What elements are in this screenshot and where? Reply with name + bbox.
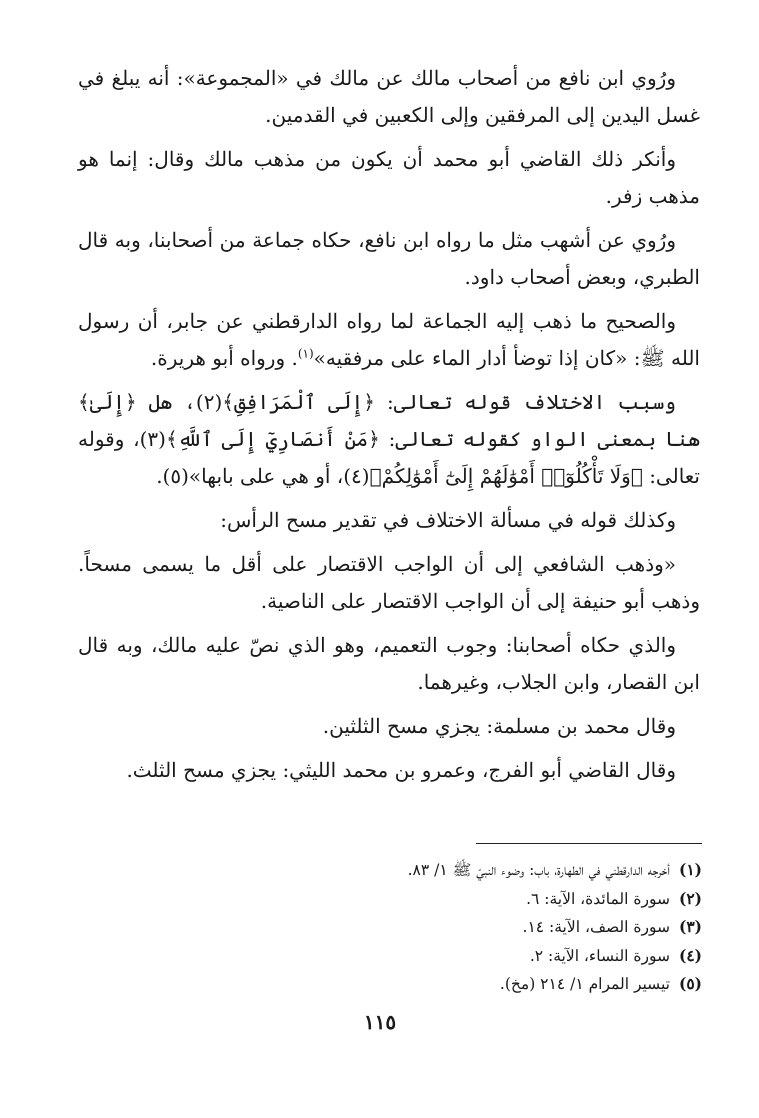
footnote-text: تيسير المرام ١/ ٢١٤ (مخ). (499, 975, 670, 993)
footnote (240, 913, 702, 942)
footnote-number: (٢) (678, 888, 702, 908)
paragraph: وأنكر ذلك القاضي أبو محمد أن يكون من مذهب مالك وقال: إنما هو مذهب زفر. (78, 147, 700, 208)
paragraph: والذي حكاه أصحابنا: وجوب التعميم، وهو الذي نصّ عليه مالك، وبه قال ابن القصار، وابن الجلاب، وغيرهما. (78, 633, 700, 694)
footnote-text: سورة الصف، الآية: ١٤. (522, 918, 670, 936)
footnote-number: (١) (678, 860, 702, 879)
page-number: ١١٥ (363, 1010, 397, 1034)
footnotes (240, 856, 702, 999)
footnote (240, 970, 702, 999)
footnote (240, 885, 702, 914)
footnote-text: سورة النساء، الآية: ٢. (529, 946, 670, 965)
paragraph: ورُوي عن أشهب مثل ما رواه ابن نافع، حكاه جماعة من أصحابنا، وبه قال الطبري، وبعض أصحاب داود. (78, 228, 700, 289)
paragraph: وسبب الاختلاف قوله تعالى: ﴿إِلَى ٱلْمَرَافِقِ﴾(٢)، هل ﴿إِلَىٰ﴾ هنا بمعنى الواو كقوله تعالى: ﴿مَنْ أَنصَارِيٓ إِلَى ٱللَّهِ﴾(٣)، وقوله تعالى: ﴿وَلَا تَأْكُلُوٓا۟ أَمْوَٰلَهُمْ إِلَىٰٓ أَمْوَٰلِكُمْ﴾(٤)، أو هي على بابها»(٥). (78, 390, 701, 488)
footnote-number: (٤) (678, 945, 702, 965)
paragraph-tail: . ورواه أبو هريرة. (150, 346, 298, 370)
paragraph (78, 303, 700, 377)
body-text (78, 60, 700, 796)
footnote-number: (٣) (678, 917, 702, 936)
footnote-ref: (١) (297, 346, 314, 361)
paragraph: «وذهب الشافعي إلى أن الواجب الاقتصار على أقل ما يسمى مسحاً. وذهب أبو حنيفة إلى أن الواجب الاقتصار على الناصية. (78, 552, 700, 613)
paragraph: وكذلك قوله في مسألة الاختلاف في تقدير مسح الرأس: (220, 508, 676, 532)
footnote-text: أخرجه الدارقطني في الطهارة، باب: وضوء النبيّ ﷺ ١/ ٨٣. (407, 861, 670, 879)
footnote-divider (476, 843, 702, 844)
paragraph: وقال محمد بن مسلمة: يجزي مسح الثلثين. (322, 714, 676, 738)
paragraph: ورُوي ابن نافع من أصحاب مالك عن مالك في «المجموعة»: أنه يبلغ في غسل اليدين إلى المرفقين وإلى الكعبين في القدمين. (78, 66, 700, 127)
paragraph: وقال القاضي أبو الفرج، وعمرو بن محمد الليثي: يجزي مسح الثلث. (126, 758, 676, 782)
footnote (240, 856, 702, 885)
footnote (240, 942, 702, 971)
paragraph-text: والصحيح ما ذهب إليه الجماعة لما رواه الدارقطني عن جابر، أن رسول الله ﷺ: «كان إذا توضأ أدار الماء على مرفقيه» (78, 309, 700, 370)
footnote-number: (٥) (678, 974, 702, 993)
footnote-text: سورة المائدة، الآية: ٦. (526, 889, 670, 908)
